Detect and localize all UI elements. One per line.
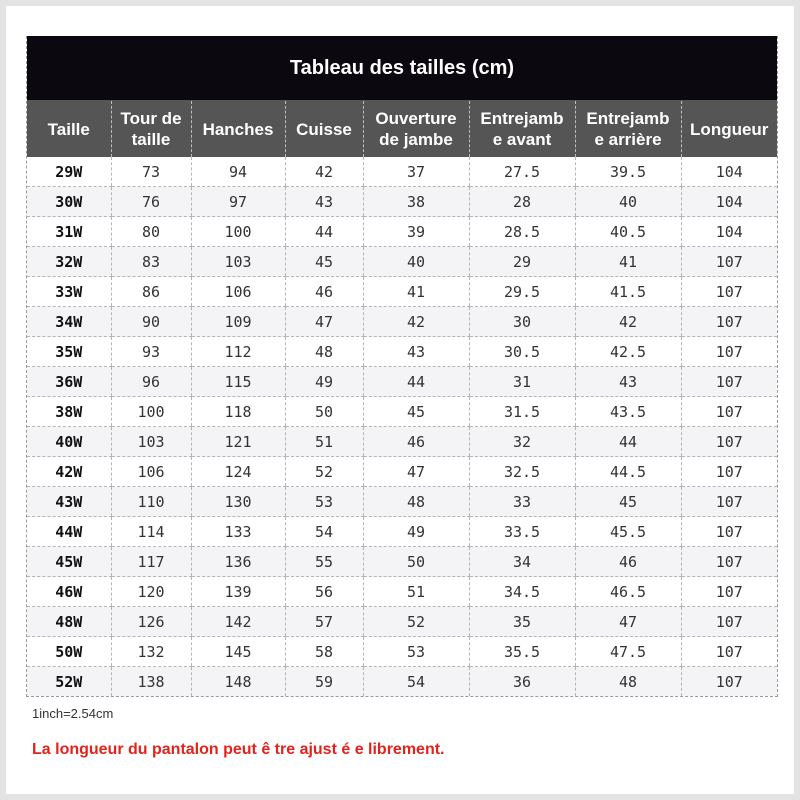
- cell-front-rise: 31.5: [469, 397, 575, 427]
- cell-thigh: 45: [285, 247, 363, 277]
- cell-length: 107: [681, 637, 777, 667]
- cell-front-rise: 34: [469, 547, 575, 577]
- cell-waist: 100: [111, 397, 191, 427]
- cell-hips: 103: [191, 247, 285, 277]
- cell-hips: 97: [191, 187, 285, 217]
- column-header-hips: [191, 101, 285, 158]
- cell-back-rise: 44: [575, 427, 681, 457]
- size-table-container: [26, 36, 778, 697]
- cell-leg-opening: 37: [363, 157, 469, 187]
- cell-back-rise: 47.5: [575, 637, 681, 667]
- cell-leg-opening: 46: [363, 427, 469, 457]
- cell-length: 104: [681, 157, 777, 187]
- table-title: Tableau des tailles (cm): [27, 36, 777, 100]
- table-row: [27, 667, 777, 697]
- cell-length: 107: [681, 607, 777, 637]
- cell-length: 107: [681, 547, 777, 577]
- cell-thigh: 46: [285, 277, 363, 307]
- cell-back-rise: 43.5: [575, 397, 681, 427]
- table-row: [27, 367, 777, 397]
- cell-size: 31W: [27, 217, 111, 247]
- table-row: [27, 487, 777, 517]
- cell-length: 107: [681, 577, 777, 607]
- cell-front-rise: 28: [469, 187, 575, 217]
- column-header-label: Cuisse: [296, 119, 352, 139]
- cell-waist: 83: [111, 247, 191, 277]
- table-row: [27, 217, 777, 247]
- table-row: [27, 187, 777, 217]
- cell-size: 40W: [27, 427, 111, 457]
- cell-length: 107: [681, 457, 777, 487]
- cell-waist: 117: [111, 547, 191, 577]
- cell-size: 29W: [27, 157, 111, 187]
- cell-hips: 115: [191, 367, 285, 397]
- cell-thigh: 53: [285, 487, 363, 517]
- column-header-length: [681, 101, 777, 158]
- column-header-waist: [111, 101, 191, 158]
- cell-size: 52W: [27, 667, 111, 697]
- cell-waist: 110: [111, 487, 191, 517]
- column-header-front-rise: [469, 101, 575, 158]
- cell-hips: 94: [191, 157, 285, 187]
- cell-length: 107: [681, 667, 777, 697]
- cell-length: 107: [681, 277, 777, 307]
- cell-back-rise: 46: [575, 547, 681, 577]
- cell-length: 104: [681, 217, 777, 247]
- cell-front-rise: 35: [469, 607, 575, 637]
- cell-length: 107: [681, 307, 777, 337]
- cell-thigh: 54: [285, 517, 363, 547]
- cell-hips: 100: [191, 217, 285, 247]
- cell-front-rise: 34.5: [469, 577, 575, 607]
- cell-thigh: 59: [285, 667, 363, 697]
- cell-front-rise: 30.5: [469, 337, 575, 367]
- cell-back-rise: 41: [575, 247, 681, 277]
- cell-leg-opening: 43: [363, 337, 469, 367]
- cell-back-rise: 45: [575, 487, 681, 517]
- table-body: [27, 157, 777, 696]
- table-row: [27, 397, 777, 427]
- cell-waist: 73: [111, 157, 191, 187]
- cell-length: 107: [681, 397, 777, 427]
- cell-front-rise: 31: [469, 367, 575, 397]
- cell-thigh: 57: [285, 607, 363, 637]
- table-row: [27, 457, 777, 487]
- cell-back-rise: 48: [575, 667, 681, 697]
- cell-hips: 106: [191, 277, 285, 307]
- cell-front-rise: 29: [469, 247, 575, 277]
- cell-waist: 103: [111, 427, 191, 457]
- cell-hips: 130: [191, 487, 285, 517]
- cell-front-rise: 33: [469, 487, 575, 517]
- cell-front-rise: 27.5: [469, 157, 575, 187]
- cell-leg-opening: 53: [363, 637, 469, 667]
- cell-size: 32W: [27, 247, 111, 277]
- cell-front-rise: 35.5: [469, 637, 575, 667]
- cell-length: 107: [681, 247, 777, 277]
- cell-leg-opening: 40: [363, 247, 469, 277]
- column-header-back-rise: [575, 101, 681, 158]
- cell-waist: 114: [111, 517, 191, 547]
- conversion-note: 1inch=2.54cm: [32, 706, 114, 721]
- column-header-size: [27, 101, 111, 158]
- cell-size: 46W: [27, 577, 111, 607]
- cell-back-rise: 44.5: [575, 457, 681, 487]
- cell-waist: 96: [111, 367, 191, 397]
- cell-front-rise: 32.5: [469, 457, 575, 487]
- table-row: [27, 607, 777, 637]
- cell-size: 48W: [27, 607, 111, 637]
- cell-hips: 109: [191, 307, 285, 337]
- cell-hips: 124: [191, 457, 285, 487]
- cell-thigh: 47: [285, 307, 363, 337]
- table-row: [27, 547, 777, 577]
- cell-size: 44W: [27, 517, 111, 547]
- cell-back-rise: 45.5: [575, 517, 681, 547]
- cell-leg-opening: 47: [363, 457, 469, 487]
- length-remark: La longueur du pantalon peut ê tre ajust é e librement.: [32, 741, 445, 758]
- cell-size: 45W: [27, 547, 111, 577]
- cell-size: 42W: [27, 457, 111, 487]
- header-row: [27, 101, 777, 158]
- cell-front-rise: 29.5: [469, 277, 575, 307]
- cell-back-rise: 39.5: [575, 157, 681, 187]
- column-header-label: Hanches: [202, 119, 274, 139]
- cell-leg-opening: 52: [363, 607, 469, 637]
- column-header-thigh: [285, 101, 363, 158]
- cell-size: 38W: [27, 397, 111, 427]
- table-row: [27, 247, 777, 277]
- column-header-label: taille: [131, 130, 171, 149]
- cell-thigh: 50: [285, 397, 363, 427]
- cell-waist: 80: [111, 217, 191, 247]
- column-header-label: de jambe: [379, 130, 453, 149]
- size-table: [27, 100, 777, 696]
- column-header-label: e arrière: [594, 130, 662, 149]
- cell-leg-opening: 44: [363, 367, 469, 397]
- cell-hips: 133: [191, 517, 285, 547]
- cell-size: 34W: [27, 307, 111, 337]
- table-row: [27, 637, 777, 667]
- cell-thigh: 44: [285, 217, 363, 247]
- cell-thigh: 55: [285, 547, 363, 577]
- cell-waist: 106: [111, 457, 191, 487]
- table-row: [27, 337, 777, 367]
- cell-size: 35W: [27, 337, 111, 367]
- cell-front-rise: 32: [469, 427, 575, 457]
- cell-length: 104: [681, 187, 777, 217]
- cell-hips: 145: [191, 637, 285, 667]
- cell-hips: 139: [191, 577, 285, 607]
- cell-hips: 112: [191, 337, 285, 367]
- cell-waist: 86: [111, 277, 191, 307]
- cell-hips: 142: [191, 607, 285, 637]
- cell-back-rise: 40: [575, 187, 681, 217]
- column-header-label: Tour de: [120, 109, 182, 128]
- cell-thigh: 58: [285, 637, 363, 667]
- cell-size: 33W: [27, 277, 111, 307]
- cell-thigh: 43: [285, 187, 363, 217]
- cell-leg-opening: 39: [363, 217, 469, 247]
- cell-waist: 126: [111, 607, 191, 637]
- cell-thigh: 49: [285, 367, 363, 397]
- column-header-label: e avant: [492, 130, 552, 149]
- cell-hips: 121: [191, 427, 285, 457]
- cell-length: 107: [681, 367, 777, 397]
- cell-back-rise: 40.5: [575, 217, 681, 247]
- cell-thigh: 56: [285, 577, 363, 607]
- cell-length: 107: [681, 427, 777, 457]
- cell-back-rise: 42.5: [575, 337, 681, 367]
- cell-leg-opening: 42: [363, 307, 469, 337]
- cell-leg-opening: 45: [363, 397, 469, 427]
- cell-back-rise: 47: [575, 607, 681, 637]
- cell-waist: 120: [111, 577, 191, 607]
- cell-hips: 136: [191, 547, 285, 577]
- column-header-label: Ouverture: [375, 109, 457, 128]
- table-row: [27, 157, 777, 187]
- table-row: [27, 577, 777, 607]
- cell-front-rise: 30: [469, 307, 575, 337]
- cell-waist: 93: [111, 337, 191, 367]
- cell-back-rise: 43: [575, 367, 681, 397]
- table-row: [27, 307, 777, 337]
- column-header-label: Entrejamb: [586, 109, 670, 128]
- cell-size: 36W: [27, 367, 111, 397]
- cell-waist: 76: [111, 187, 191, 217]
- cell-back-rise: 42: [575, 307, 681, 337]
- table-row: [27, 517, 777, 547]
- cell-size: 50W: [27, 637, 111, 667]
- cell-length: 107: [681, 487, 777, 517]
- cell-hips: 118: [191, 397, 285, 427]
- cell-waist: 90: [111, 307, 191, 337]
- cell-leg-opening: 48: [363, 487, 469, 517]
- size-chart-card: [6, 6, 794, 794]
- table-row: [27, 427, 777, 457]
- cell-thigh: 51: [285, 427, 363, 457]
- cell-thigh: 48: [285, 337, 363, 367]
- cell-waist: 132: [111, 637, 191, 667]
- table-row: [27, 277, 777, 307]
- column-header-label: Taille: [47, 119, 90, 139]
- cell-back-rise: 41.5: [575, 277, 681, 307]
- cell-leg-opening: 51: [363, 577, 469, 607]
- cell-length: 107: [681, 337, 777, 367]
- cell-front-rise: 33.5: [469, 517, 575, 547]
- cell-length: 107: [681, 517, 777, 547]
- cell-waist: 138: [111, 667, 191, 697]
- cell-thigh: 42: [285, 157, 363, 187]
- cell-leg-opening: 41: [363, 277, 469, 307]
- cell-hips: 148: [191, 667, 285, 697]
- cell-leg-opening: 54: [363, 667, 469, 697]
- cell-leg-opening: 50: [363, 547, 469, 577]
- cell-leg-opening: 38: [363, 187, 469, 217]
- cell-thigh: 52: [285, 457, 363, 487]
- column-header-label: Entrejamb: [480, 109, 564, 128]
- column-header-leg-opening: [363, 101, 469, 158]
- cell-back-rise: 46.5: [575, 577, 681, 607]
- cell-front-rise: 28.5: [469, 217, 575, 247]
- column-header-label: Longueur: [690, 119, 769, 139]
- cell-size: 30W: [27, 187, 111, 217]
- cell-front-rise: 36: [469, 667, 575, 697]
- cell-leg-opening: 49: [363, 517, 469, 547]
- cell-size: 43W: [27, 487, 111, 517]
